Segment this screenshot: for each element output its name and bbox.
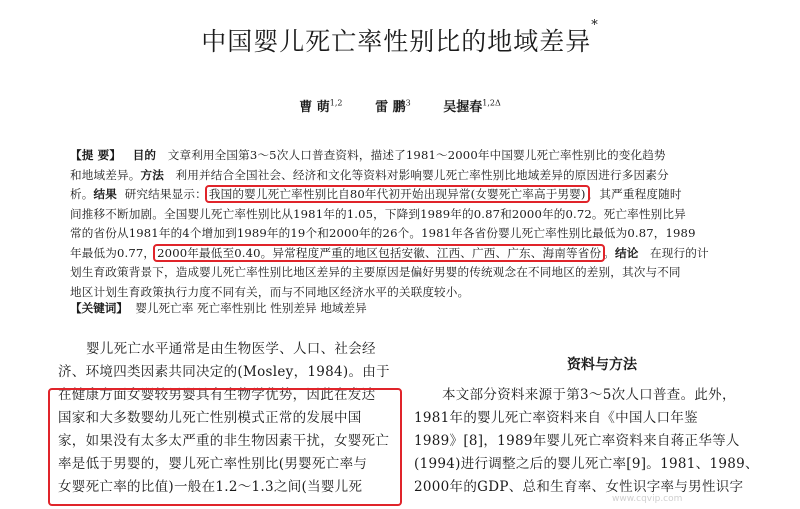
abstract — [70, 146, 740, 316]
body-right-line: 1989》[8]，1989年婴儿死亡率资料来自蒋正华等人 — [414, 433, 740, 449]
abstract-line-4: 间推移不断加剧。全国婴儿死亡率性别比从1981年的1.05，下降到1989年的0.87和2000年的0.72。死亡率性别比异 — [70, 206, 686, 221]
body-right-line: (1994)进行调整之后的婴儿死亡率[9]。1981、1989、 — [414, 456, 759, 472]
highlight-box-body — [48, 388, 402, 506]
abstract-line-7: 划生育政策背景下，造成婴儿死亡率性别比地区差异的主要原因是偏好男婴的传统观念在不同地区的差别，其次与不同 — [70, 265, 681, 279]
body-left-line: 女婴死亡率的比值)一般在1.2～1.3之间(当婴儿死 — [58, 479, 363, 495]
body-left-line: 在健康方面女婴较男婴具有生物学优势，因此在发达 — [58, 387, 376, 403]
body-right-line: 1981年的婴儿死亡率资料来自《中国人口年鉴 — [414, 410, 698, 426]
body-left-line: 国家和大多数婴幼儿死亡性别模式正常的发展中国 — [58, 410, 362, 426]
body-left-line: 家，如果没有太多太严重的非生物因素干扰，女婴死亡 — [58, 433, 390, 449]
highlight-result-1: 我国的婴儿死亡率性别比自80年代初开始出现异常(女婴死亡率高于男婴) — [208, 187, 586, 201]
paper-title: 中国婴儿死亡率性别比的地域差异* — [201, 18, 599, 56]
highlight-result-2: 2000年最低至0.40。异常程度严重的地区包括安徽、江西、广西、广东、海南等省份 — [157, 245, 602, 260]
abstract-line-6: 年最低为0.77， 2000年最低至0.40。异常程度严重的地区包括安徽、江西、广西、广东、海南等省份 。结论 在现行的计 — [70, 245, 709, 260]
author-line — [0, 96, 800, 115]
body-right-column — [414, 384, 790, 509]
abstract-line-5: 常的省份从1981年的4个增加到1989年的19个和2000年的26个。1981年各省份婴儿死亡率性别比最低为0.87，1989 — [70, 226, 696, 240]
body-left-line: 济、环境四类因素共同决定的(Mosley，1984)。由于 — [58, 364, 390, 380]
author-2: 雷 鹏$^3$ — [375, 98, 411, 115]
body-left-line: 婴儿死亡水平通常是由生物医学、人口、社会经 — [86, 341, 376, 357]
body-right-line: 本文部分资料来源于第3～5次人口普查。此外， — [442, 387, 736, 403]
abstract-line-3: 析。结果 研究结果显示： 我国的婴儿死亡率性别比自80年代初开始出现异常(女婴死亡率高于男婴) ，其严重程度随时 — [70, 187, 682, 201]
author-1: 曹 萌$^{1,2}$ — [299, 98, 343, 115]
watermark: www.cqvip.com — [612, 494, 683, 504]
abstract-line-8: 地区计划生育政策执行力度不同有关，而与不同地区经济水平的关联度较小。 — [70, 284, 470, 299]
section-title: 资料与方法 — [567, 357, 637, 373]
abstract-line-1: 【提 要】 目的 文章利用全国第3～5次人口普查资料，描述了1981～2000年中国婴儿死亡率性别比的变化趋势 — [70, 148, 666, 162]
body-left-line: 率是低于男婴的，婴儿死亡率性别比(男婴死亡率与 — [58, 456, 368, 472]
keywords: 【关键词】 婴儿死亡率 死亡率性别比 性别差异 地域差异 — [70, 301, 367, 315]
author-3: 吴握春$^{1,2\Delta}$ — [443, 98, 501, 115]
body-right-line: 2000年的GDP、总和生育率、女性识字率与男性识字 — [414, 479, 744, 495]
abstract-line-2: 和地域差异。方法 利用并结合全国社会、经济和文化等资料对影响婴儿死亡率性别比地域差异的原因进行多因素分 — [70, 167, 669, 182]
